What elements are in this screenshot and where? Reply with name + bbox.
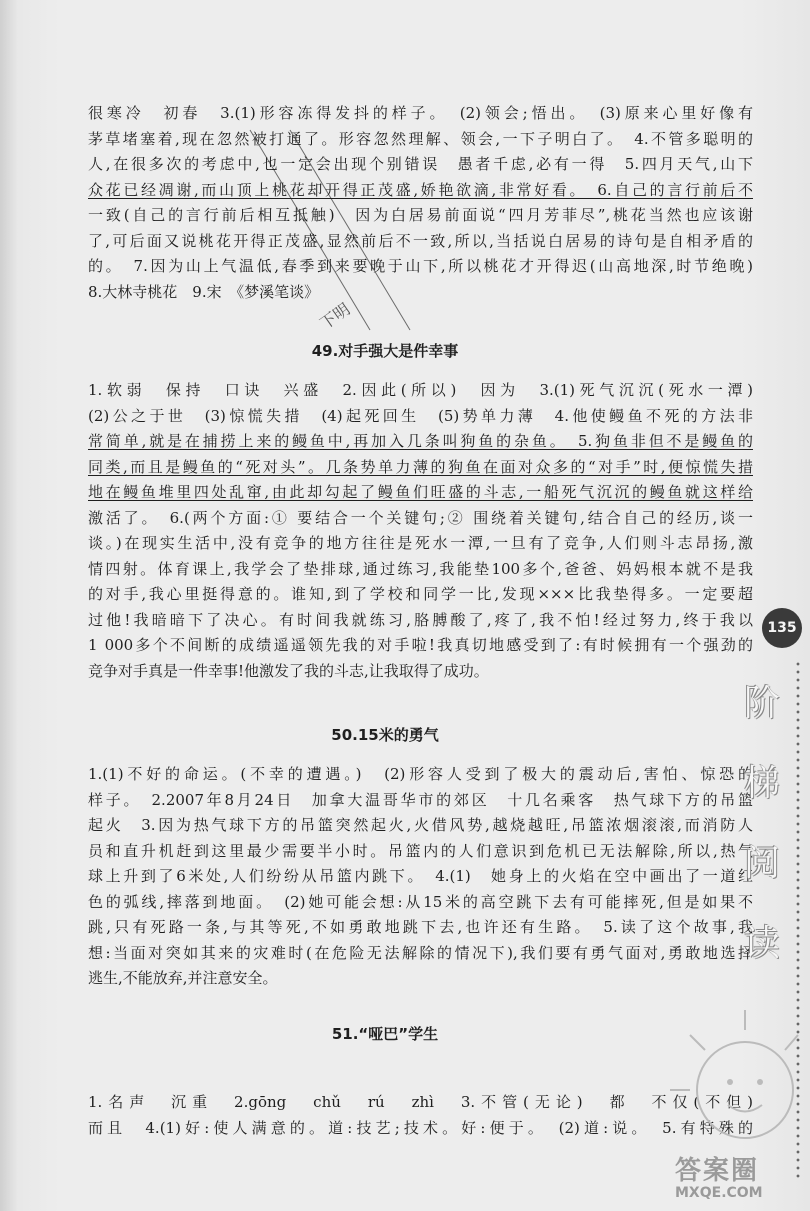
- page-number: 135: [762, 608, 802, 648]
- text-line: 茅草堵塞着,现在忽然被打通了。形容忽然理解、领会,一下子明白了。 4.不管多聪明的: [88, 129, 753, 148]
- text-line: 众花已经凋谢,而山顶上桃花却开得正茂盛,娇艳欲滴,非常好看。 6.自己的言行前后不: [88, 180, 753, 199]
- side-title-char: 阅: [743, 843, 780, 884]
- text-line: 色的弧线,摔落到地面。 (2)她可能会想:从15米的高空跳下去有可能摔死,但是如果不: [88, 892, 753, 911]
- text-line: 常简单,就是在捕捞上来的鳗鱼中,再加入几条叫狗鱼的杂鱼。 5.狗鱼非但不是鳗鱼的: [88, 432, 753, 450]
- section-50-body: [88, 762, 753, 992]
- text-line: 1.名声 沉重 2.gōng chǔ rú zhì 3.不管(无论) 都 不仅(不但): [88, 1093, 753, 1111]
- text-line: 样子。 2.2007年8月24日 加拿大温哥华市的郊区 十几名乘客 热气球下方的吊篮: [88, 790, 753, 809]
- side-title-char: 梯: [743, 763, 780, 804]
- text-line: 员和直升机赶到这里最少需要半小时。吊篮内的人们意识到危机已无法解除,所以,热气: [88, 841, 753, 860]
- section-title-49: 49.对手强大是件幸事: [311, 342, 459, 360]
- side-title-char: 读: [743, 923, 780, 964]
- watermark: [675, 1150, 810, 1210]
- text-line: 人,在很多次的考虑中,也一定会出现个别错误 愚者千虑,必有一得 5.四月天气,山下: [88, 155, 753, 173]
- side-title-char: 阶: [743, 683, 780, 724]
- text-line: 一致(自己的言行前后相互抵触) 因为白居易前面说“四月芳菲尽”,桃花当然也应该谢: [88, 206, 753, 224]
- text-line: 情四射。体育课上,我学会了垫排球,通过练习,我能垫100多个,爸爸、妈妈根本就不是我: [88, 559, 753, 578]
- text-line: 很寒冷 初春 3.(1)形容冻得发抖的样子。 (2)领会;悟出。 (3)原来心里好像有: [88, 104, 753, 122]
- text-line: 想:当面对突如其来的灾难时(在危险无法解除的情况下),我们要有勇气面对,勇敢地选择: [88, 943, 753, 962]
- text-line: 过他!我暗暗下了决心。有时间我就练习,胳膊酸了,疼了,我不怕!经过努力,终于我以: [88, 610, 753, 629]
- section-51-body: [88, 1090, 753, 1141]
- text-line: 球上升到了6米处,人们纷纷从吊篮内跳下。 4.(1) 她身上的火焰在空中画出了一道红: [88, 867, 753, 885]
- text-line: 了,可后面又说桃花开得正茂盛,显然前后不一致,所以,当括说白居易的诗句是自相矛盾的: [88, 231, 753, 250]
- text-line: 同类,而且是鳗鱼的“死对头”。几条势单力薄的狗鱼在面对众多的“对手”时,便惊慌失措: [88, 457, 753, 476]
- watermark-url: MXQE.COM: [675, 1185, 763, 1201]
- text-line: 激活了。 6.(两个方面:① 要结合一个关键句;② 围绕着关键句,结合自己的经历,谈一: [88, 508, 753, 527]
- text-line: 1 000多个不间断的成绩遥遥领先我的对手啦!我真切地感受到了:有时候拥有一个强劲的: [88, 636, 753, 654]
- text-line: 8.大林寺桃花 9.宋 《梦溪笔谈》: [88, 282, 320, 301]
- text-line: 而且 4.(1)好:使人满意的。道:技艺;技术。好:便于。 (2)道:说。 5.有特殊的: [88, 1118, 753, 1137]
- text-line: 1.(1)不好的命运。(不幸的遭遇。) (2)形容人受到了极大的震动后,害怕、惊恐的: [88, 765, 753, 783]
- text-line: 地在鳗鱼堆里四处乱窜,由此却勾起了鳗鱼们旺盛的斗志,一船死气沉沉的鳗鱼就这样给: [88, 483, 753, 501]
- text-line: 谈。)在现实生活中,没有竞争的地方往往是死水一潭,一旦有了竞争,人们则斗志昂扬,激: [88, 534, 753, 552]
- section-title-51: 51.“哑巴”学生: [331, 1025, 439, 1043]
- text-line: (2)公之于世 (3)惊慌失措 (4)起死回生 (5)势单力薄 4.他使鳗鱼不死的方法非: [88, 406, 753, 425]
- section-49-body: [88, 378, 753, 684]
- text-line: 1.软弱 保持 口诀 兴盛 2.因此(所以) 因为 3.(1)死气沉沉(死水一潭): [88, 381, 753, 399]
- text-line: 逃生,不能放弃,并注意安全。: [88, 969, 278, 987]
- watermark-logo: 答案圈: [675, 1156, 760, 1186]
- text-line: 竞争对手真是一件幸事!他激发了我的斗志,让我取得了成功。: [88, 661, 489, 680]
- text-line: 的对手,我心里挺得意的。谁知,到了学校和同学一比,发现×××比我垫得多。一定要超: [88, 585, 753, 603]
- text-line: 的。 7.因为山上气温低,春季到来要晚于山下,所以桃花才开得迟(山高地深,时节绝晚): [88, 257, 753, 275]
- section-top: [88, 101, 753, 305]
- stamp-text: 下明: [316, 299, 354, 334]
- text-line: 跳,只有死路一条,与其等死,不如勇敢地跳下去,也许还有生路。 5.读了这个故事,我: [88, 918, 753, 936]
- section-title-50: 50.15米的勇气: [331, 726, 439, 744]
- text-line: 起火 3.因为热气球下方的吊篮突然起火,火借风势,越烧越旺,吊篮浓烟滚滚,而消防人: [88, 816, 753, 834]
- sun-face-icon: [660, 990, 800, 1160]
